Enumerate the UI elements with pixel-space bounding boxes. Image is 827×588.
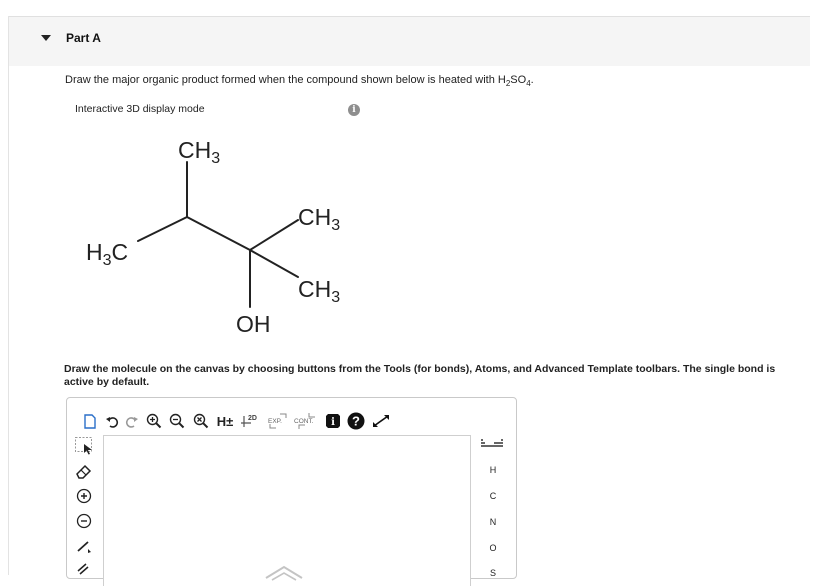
atom-oxygen-button[interactable]: O: [489, 543, 497, 553]
redo-icon[interactable]: [124, 411, 140, 431]
question-text: [65, 74, 534, 88]
atom-nitrogen-button[interactable]: N: [489, 517, 497, 527]
double-bond-icon[interactable]: [71, 559, 97, 581]
bond-left: [138, 217, 187, 241]
part-header[interactable]: [9, 16, 810, 66]
positive-charge-icon[interactable]: [71, 485, 97, 507]
label-h3c-left: H3C: [86, 239, 129, 269]
zoom-out-icon[interactable]: [168, 411, 186, 431]
label-ch3-right-upper: CH3: [298, 204, 341, 234]
toggle-hydrogens-button[interactable]: H±: [216, 413, 234, 429]
expand-abbreviation-button[interactable]: [267, 411, 289, 431]
label-ch3-top: CH3: [178, 137, 221, 167]
drawing-canvas[interactable]: [103, 435, 471, 586]
editor-info-icon[interactable]: [324, 411, 342, 431]
question-subscript-2: 2: [505, 79, 511, 89]
label-oh-bottom: OH: [236, 311, 271, 337]
contract-abbreviation-button[interactable]: [293, 411, 319, 431]
display-mode-label: Interactive 3D display mode: [75, 103, 205, 115]
molecule-structure[interactable]: [60, 125, 380, 345]
eraser-tool-icon[interactable]: [71, 460, 97, 482]
template-ring-icon: [262, 564, 306, 588]
drawing-instruction: Draw the molecule on the canvas by choosing buttons from the Tools (for bonds), Atoms, and Advanced Template toolbars. The single bond is active by default.: [64, 363, 776, 388]
bond-right-upper: [250, 220, 298, 250]
atom-carbon-button[interactable]: C: [489, 491, 497, 501]
question-text-main: Draw the major organic product formed when the compound shown below is heated with H: [65, 74, 506, 86]
clean-2d-button[interactable]: [240, 411, 262, 431]
fullscreen-icon[interactable]: [370, 411, 392, 431]
contract-label: CONT.: [294, 418, 314, 425]
atom-sulfur-button[interactable]: S: [489, 568, 496, 578]
clean-2d-label: 2D: [248, 415, 257, 422]
question-text-so: SO: [510, 74, 527, 86]
editor-info-label: i: [331, 417, 335, 428]
atom-hydrogen-button[interactable]: H: [489, 465, 497, 475]
question-subscript-4: 4: [526, 79, 531, 89]
expand-label: EXP.: [268, 418, 282, 425]
content-border: [8, 16, 9, 575]
label-ch3-right-lower: CH3: [298, 276, 341, 306]
zoom-in-icon[interactable]: [145, 411, 163, 431]
bond-center: [187, 217, 250, 250]
clear-canvas-icon[interactable]: [192, 411, 210, 431]
selection-tool-icon[interactable]: [71, 435, 97, 457]
info-icon[interactable]: i: [348, 104, 360, 116]
question-text-end: .: [530, 74, 534, 86]
help-label: ?: [352, 413, 360, 429]
single-bond-icon[interactable]: [71, 535, 97, 557]
part-title: Part A: [66, 31, 101, 45]
help-icon[interactable]: [346, 411, 366, 431]
bond-right-lower: [250, 250, 298, 277]
new-document-icon[interactable]: [82, 411, 98, 431]
periodic-table-icon[interactable]: [481, 439, 503, 449]
collapse-caret-icon[interactable]: [41, 35, 51, 41]
undo-icon[interactable]: [104, 411, 120, 431]
negative-charge-icon[interactable]: [71, 510, 97, 532]
molecule-editor: [66, 397, 517, 579]
